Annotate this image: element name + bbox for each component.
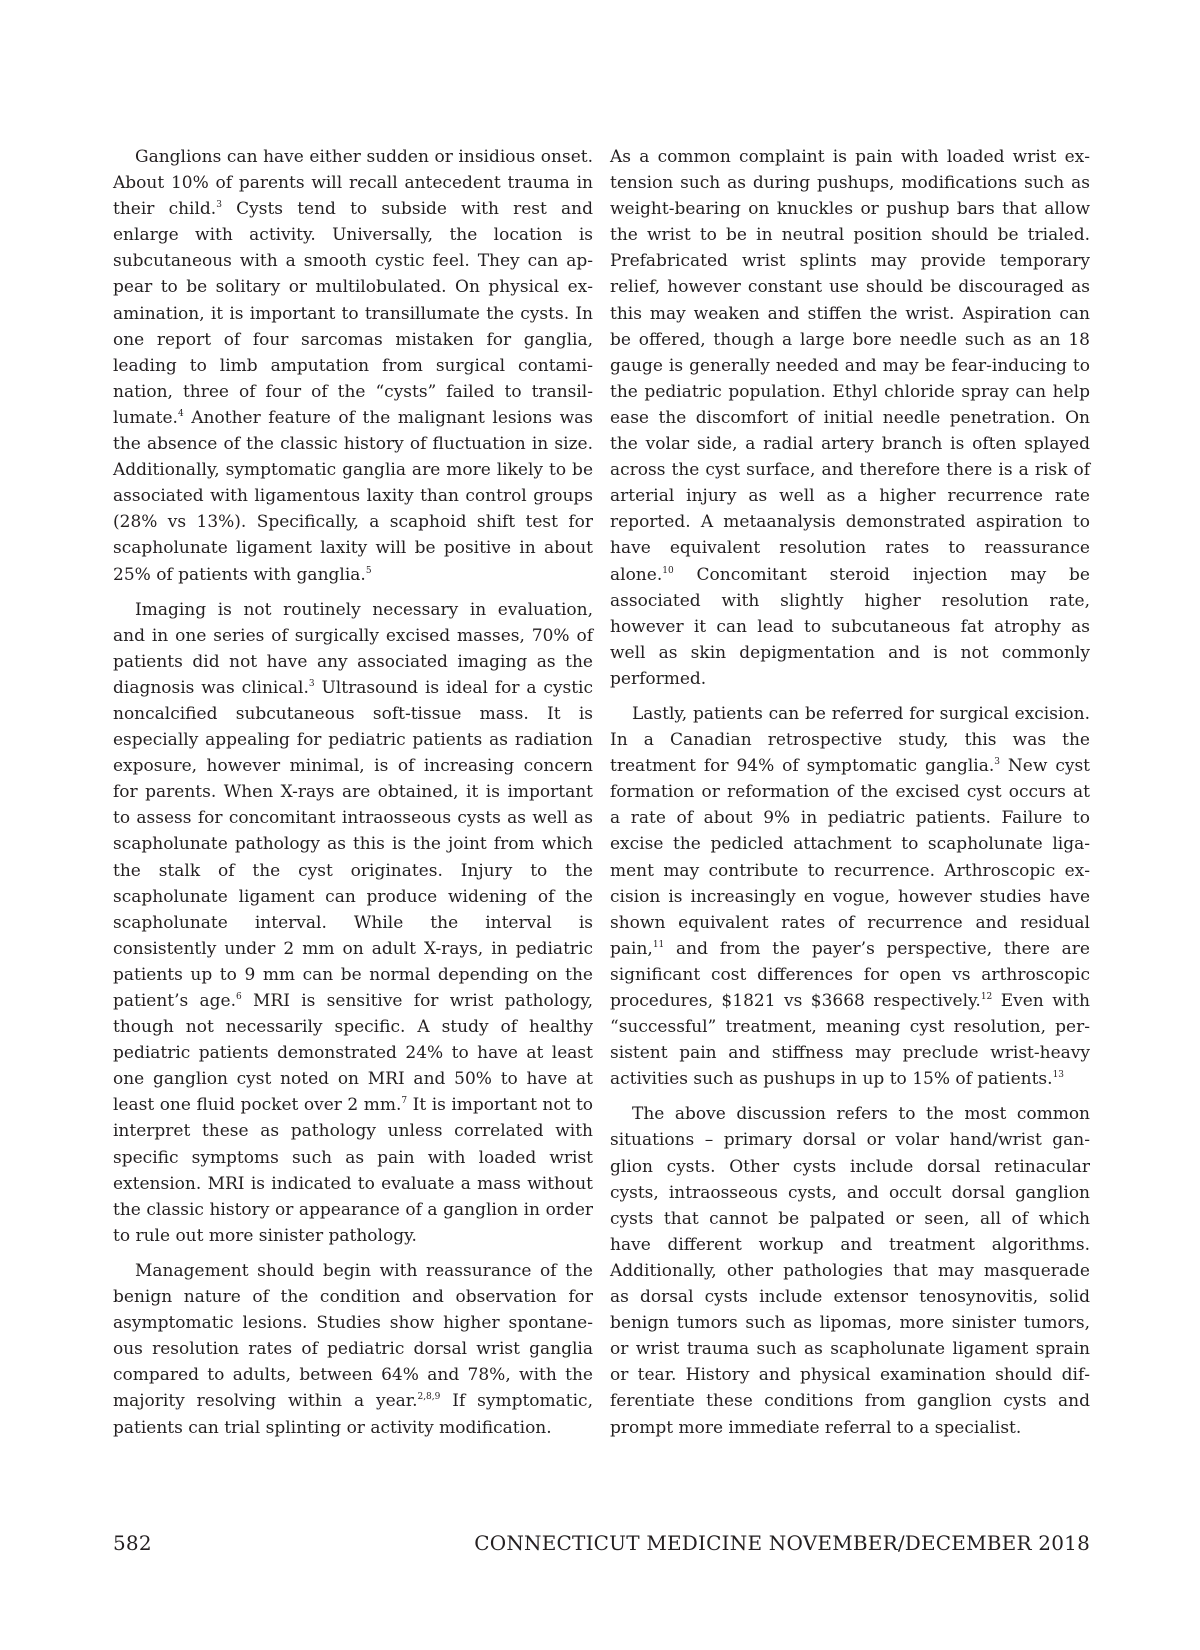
text-run: It is important not to interpret these as pathology unless correlated with specific symptoms such as pain with loaded wrist extension. MRI is indicated to evaluate a mass without the classic history or appearance of a ganglion in order to rule out more sinister pathology.	[113, 1095, 594, 1246]
text-run: and from the payer’s perspective, there are significant cost differences for open vs arthroscopic procedures, $1821 vs $3668 respectively.	[610, 938, 1090, 1011]
text-run: MRI is sensitive for wrist pathology, though not necessarily specific. A study of healthy pediatric patients demonstrated 24% to have at least one ganglion cyst noted on MRI and 50% to have at least one fluid pocket over 2 mm.	[113, 991, 593, 1116]
citation-ref: 13	[1052, 1070, 1065, 1081]
text-run: If symptomatic, patients can trial splinting or activity modification.	[113, 1391, 593, 1438]
text-run: Imaging is not routinely necessary in evaluation, and in one series of surgically excised masses, 70% of patients did not have any associated imaging as the diagnosis was clinical.	[113, 599, 593, 698]
text-run: Cysts tend to subside with rest and enlarge with activity. Universally, the location is subcutaneous with a smooth cystic feel. They can appear to be solitary or multilobulated. On physical examination, it is important to transillumate the cysts. In one report of four sarcomas mistaken for ganglia, leading to limb amputation from surgical contamination, three of four of the “cysts” failed to transillumate.	[113, 199, 593, 428]
citation-ref: 11	[652, 939, 665, 950]
paragraph-surgical-excision	[610, 701, 1090, 1092]
text-run: The above discussion refers to the most common situations – primary dorsal or volar hand/wrist ganglion cysts. Other cysts include dorsal retinacular cysts, intraosseous cysts, and occult dorsal ganglion cysts that cannot be palpated or seen, all of which have different workup and treatment algorithms. Additionally, other pathologies that may masquerade as dorsal cysts include extensor tenosynovitis, solid benign tumors such as lipomas, more sinister tumors, or wrist trauma such as scapholunate ligament sprain or tear. History and physical examination should differentiate these conditions from ganglion cysts and prompt more immediate referral to a specialist.	[610, 1104, 1090, 1438]
citation-ref: 3	[308, 678, 315, 689]
text-run: Management should begin with reassurance of the benign nature of the condition and observation for asymptomatic lesions. Studies show higher spontaneous resolution rates of pediatric dorsal wrist ganglia compared to adults, between 64% and 78%, with the majority resolving within a year.	[113, 1260, 593, 1412]
citation-ref: 3	[216, 200, 222, 211]
text-run: Ganglions can have either sudden or insidious onset. About 10% of parents will recall antecedent trauma in their child.	[113, 147, 593, 220]
text-run: As a common complaint is pain with loaded wrist extension such as during pushups, modifications such as weight-bearing on knuckles or pushup bars that allow the wrist to be in neutral position should be trialed. Prefabricated wrist splints may provide temporary relief, however constant use should be discouraged as this may weaken and stiffen the wrist. Aspiration can be offered, though a large bore needle such as an 18 gauge is generally needed and may be fear-inducing to the pediatric population. Ethyl chloride spray can help ease the discomfort of initial needle penetration. On the volar side, a radial artery branch is often splayed across the cyst surface, and therefore there is a risk of arterial injury as well as a higher recurrence rate reported. A metaanalysis demonstrated aspiration to have equivalent resolution rates to reassurance alone.	[610, 147, 1090, 585]
citation-ref: 4	[177, 408, 184, 419]
paragraph-other-cysts	[610, 1101, 1090, 1440]
paragraph-aspiration	[610, 144, 1090, 692]
text-run: Lastly, patients can be referred for surgical excision. In a Canadian retrospective study, this was the treatment for 94% of symptomatic ganglia.	[610, 703, 1090, 777]
citation-ref: 6	[236, 992, 242, 1002]
left-column	[113, 144, 593, 1450]
citation-ref: 10	[662, 565, 674, 576]
text-run: Another feature of the malignant lesions was the absence of the classic history of fluctuation in size. Additionally, symptomatic ganglia are more likely to be associated with ligamentous laxity than control groups (28% vs 13%). Specifically, a scaphoid shift test for scapholunate ligament laxity will be positive in about 25% of patients with ganglia.	[113, 407, 593, 585]
paragraph-ganglion-onset	[113, 144, 593, 588]
text-run: Even with “successful” treatment, meaning cyst resolution, persistent pain and stiffness may preclude wrist-heavy activities such as pushups in up to 15% of patients.	[610, 991, 1090, 1090]
text-run: New cyst formation or reformation of the excised cyst occurs at a rate of about 9% in pediatric patients. Failure to excise the pedicled attachment to scapholunate ligament may contribute to recurrence. Arthroscopic excision is increasingly en vogue, however studies have shown equivalent rates of recurrence and residual pain,	[610, 756, 1090, 959]
text-run: Concomitant steroid injection may be associated with slightly higher resolution rate, however it can lead to subcutaneous fat atrophy as well as skin depigmentation and is not commonly performed.	[610, 564, 1090, 689]
right-column	[610, 144, 1090, 1450]
citation-ref: 7	[401, 1096, 408, 1107]
text-run: Ultrasound is ideal for a cystic noncalcified subcutaneous soft-tissue mass. It is especially appealing for pediatric patients as radiation exposure, however minimal, is of increasing concern for parents. When X-rays are obtained, it is important to assess for concomitant intraosseous cysts as well as scapholunate pathology as this is the joint from which the stalk of the cyst originates. Injury to the scapholunate ligament can produce widening of the scapholunate interval. While the interval is consistently under 2 mm on adult X-rays, in pediatric patients up to 9 mm can be normal depending on the patient’s age.	[113, 677, 594, 1011]
paragraph-imaging	[113, 597, 593, 1249]
citation-ref: 5	[365, 565, 372, 576]
journal-issue: CONNECTICUT MEDICINE NOVEMBER/DECEMBER 2018	[474, 1531, 1090, 1555]
paragraph-management	[113, 1258, 593, 1441]
citation-ref: 3	[994, 757, 1000, 768]
citation-ref: 2,8,9	[417, 1392, 441, 1403]
page-number: 582	[113, 1531, 152, 1555]
citation-ref: 12	[980, 992, 993, 1002]
